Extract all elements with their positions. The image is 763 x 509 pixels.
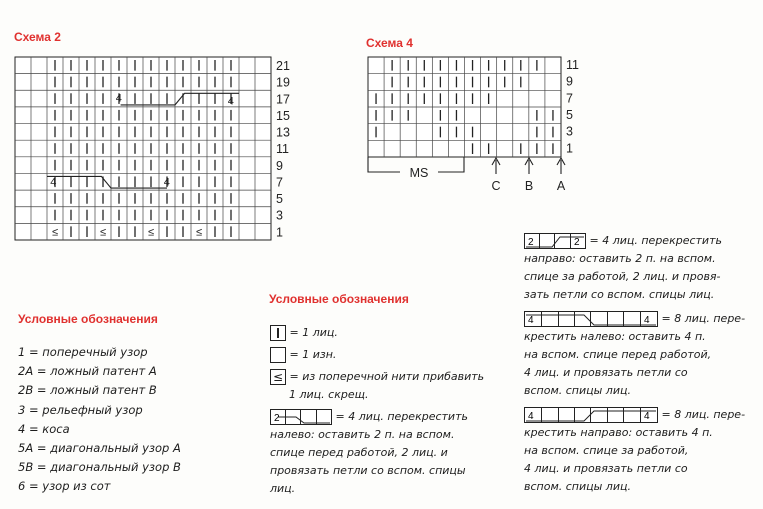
cable2-line: лиц. bbox=[270, 482, 296, 495]
legend-cable2-left bbox=[270, 408, 520, 498]
cable4r-label-b: 4 bbox=[644, 411, 650, 422]
cable4l-line: 4 лиц. и провязать петли со bbox=[524, 366, 688, 379]
row-number: 5 bbox=[276, 192, 283, 207]
ms-bracket bbox=[438, 157, 464, 172]
cable4l-line: вспом. спицы лиц. bbox=[524, 384, 631, 397]
purl-text: = 1 изн. bbox=[289, 348, 337, 361]
arrow-label: B bbox=[524, 179, 534, 193]
svg-text:2: 2 bbox=[528, 237, 534, 248]
cable4r-line: = 8 лиц. пере- bbox=[661, 408, 746, 421]
legend-item: 6 = узор из сот bbox=[18, 479, 111, 494]
ms-bracket bbox=[368, 157, 400, 172]
cable2r-line: зать петли со вспом. спицы лиц. bbox=[524, 288, 715, 301]
ms-label: MS bbox=[409, 166, 429, 180]
knit-text: = 1 лиц. bbox=[289, 326, 338, 339]
cable-label: 4 bbox=[115, 92, 122, 105]
legend-cable4-left bbox=[524, 310, 760, 400]
cable-label: 4 bbox=[163, 176, 170, 189]
arrow-label: A bbox=[556, 179, 566, 193]
cable2r-line: = 4 лиц. перекрестить bbox=[589, 234, 722, 247]
increase-text-1: = из поперечной нити прибавить bbox=[289, 370, 485, 383]
cable2-line: спице перед работой, 2 лиц. и bbox=[270, 446, 448, 459]
legend-item: 3 = рельефный узор bbox=[18, 402, 143, 417]
cable4l-line: = 8 лиц. пере- bbox=[661, 312, 746, 325]
cable2-line: провязать петли со вспом. спицы bbox=[270, 464, 466, 477]
legend-cable2-right bbox=[524, 232, 760, 304]
cable4l-label-a: 4 bbox=[528, 315, 534, 326]
legend-mid-title: Условные обозначения bbox=[269, 292, 409, 306]
legend-item: 2А = ложный патент А bbox=[18, 364, 157, 379]
cable-right-4-symbol bbox=[524, 407, 658, 423]
cable-right-2-symbol bbox=[524, 233, 586, 249]
row-number: 5 bbox=[566, 108, 573, 122]
legend-item: 4 = коса bbox=[18, 421, 70, 436]
cable2r-line: спице за работой, 2 лиц. и провя- bbox=[524, 270, 721, 283]
cable4r-line: на вспом. спице за работой, bbox=[524, 444, 689, 457]
scheme4-title: Схема 4 bbox=[366, 36, 413, 50]
row-number: 9 bbox=[276, 158, 283, 173]
increase-symbol: ≤ bbox=[270, 369, 286, 385]
row-number: 21 bbox=[276, 59, 290, 73]
increase-stitch: ≤ bbox=[147, 226, 155, 239]
cable2-line: = 4 лиц. перекрестить bbox=[335, 410, 468, 423]
knit-symbol bbox=[270, 325, 286, 341]
legend-cable4-right bbox=[524, 406, 760, 496]
cable-left-2-symbol bbox=[270, 409, 332, 425]
row-number: 3 bbox=[566, 124, 573, 139]
legend-left-list bbox=[18, 343, 258, 497]
cable2r-line: направо: оставить 2 п. на вспом. bbox=[524, 252, 716, 265]
legend-item: 2В = ложный патент В bbox=[18, 383, 157, 398]
cable4r-line: крестить направо: оставить 4 п. bbox=[524, 426, 713, 439]
row-number: 7 bbox=[566, 91, 573, 106]
arrow-label: C bbox=[491, 179, 501, 193]
row-number: 11 bbox=[276, 142, 289, 157]
legend-increase bbox=[270, 368, 510, 404]
legend-item: 5В = диагональный узор В bbox=[18, 460, 181, 475]
cable-label: 4 bbox=[227, 95, 234, 108]
row-number: 7 bbox=[276, 175, 283, 190]
legend-item: 5А = диагональный узор А bbox=[18, 441, 181, 456]
increase-stitch: ≤ bbox=[99, 226, 107, 239]
row-number: 9 bbox=[566, 74, 573, 89]
cable4l-label-b: 4 bbox=[644, 315, 650, 326]
cable4l-line: крестить налево: оставить 4 п. bbox=[524, 330, 706, 343]
purl-symbol bbox=[270, 347, 286, 363]
cable4r-line: вспом. спицы лиц. bbox=[524, 480, 631, 493]
cable2-label-a: 2 bbox=[274, 413, 280, 424]
increase-text-2: 1 лиц. скрещ. bbox=[289, 388, 369, 401]
cable2-line: налево: оставить 2 п. на вспом. bbox=[270, 428, 455, 441]
increase-stitch: ≤ bbox=[195, 226, 203, 239]
scheme2-title: Схема 2 bbox=[14, 30, 61, 44]
cable4l-line: на вспом. спице перед работой, bbox=[524, 348, 712, 361]
row-number: 15 bbox=[276, 108, 290, 123]
row-number: 1 bbox=[566, 141, 573, 156]
row-number: 1 bbox=[276, 225, 283, 240]
increase-stitch: ≤ bbox=[51, 226, 59, 239]
cable2r-label: 2 bbox=[574, 237, 580, 248]
cable4r-line: 4 лиц. и провязать петли со bbox=[524, 462, 688, 475]
row-number: 19 bbox=[276, 75, 290, 90]
cable4r-label-a: 4 bbox=[528, 411, 534, 422]
row-number: 17 bbox=[276, 92, 290, 107]
legend-left-title: Условные обозначения bbox=[18, 312, 158, 326]
row-number: 13 bbox=[276, 125, 290, 140]
cable-label: 4 bbox=[50, 176, 57, 189]
legend-knit bbox=[270, 324, 338, 342]
row-number: 3 bbox=[276, 208, 283, 223]
legend-item: 1 = поперечный узор bbox=[18, 345, 148, 359]
cable-left-4-symbol bbox=[524, 311, 658, 327]
row-number: 11 bbox=[566, 58, 579, 72]
legend-purl bbox=[270, 346, 336, 364]
